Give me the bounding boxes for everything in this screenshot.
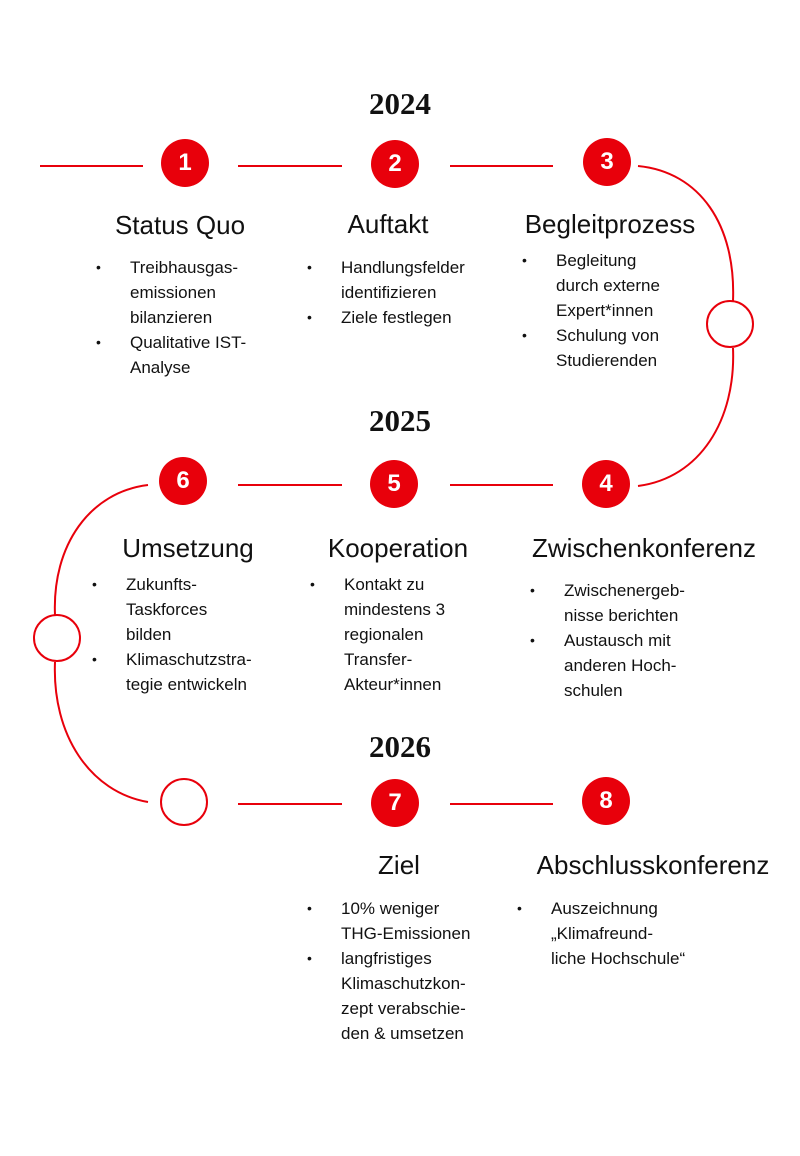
bullet-text-line: tegie entwickeln bbox=[126, 675, 247, 694]
bullet-item bbox=[307, 946, 470, 1046]
waypoint-circle bbox=[160, 778, 208, 826]
step-title: Kooperation bbox=[327, 533, 469, 563]
bullet-text-line: zept verabschie- bbox=[341, 999, 466, 1018]
bullet-item bbox=[517, 896, 685, 971]
bullet-text-line: • Schulung von bbox=[556, 326, 660, 345]
step-bullet-list bbox=[96, 255, 246, 380]
bullet-text-line: schulen bbox=[564, 681, 623, 700]
step-number-badge: 3 bbox=[583, 138, 631, 186]
bullet-text-line: regionalen bbox=[344, 625, 424, 644]
bullet-item bbox=[96, 330, 246, 380]
bullet-item bbox=[92, 572, 252, 647]
step-number-badge: 6 bbox=[159, 457, 207, 505]
bullet-text-line: • Auszeichnung bbox=[551, 899, 658, 918]
step-bullet-list bbox=[310, 572, 445, 697]
bullet-text-line: • Treibhausgas- bbox=[130, 258, 239, 277]
bullet-text-line: Taskforces bbox=[126, 600, 208, 619]
step-title: Zwischenkonferenz bbox=[532, 533, 756, 563]
bullet-text-line: Akteur*innen bbox=[344, 675, 442, 694]
step-bullet-list bbox=[307, 255, 465, 330]
bullet-text-line: emissionen bbox=[130, 283, 216, 302]
bullet-text-line: Expert*innen bbox=[556, 301, 654, 320]
bullet-text-line: den & umsetzen bbox=[341, 1024, 464, 1043]
step-title: Auftakt bbox=[347, 209, 429, 239]
step-title: Abschlusskonferenz bbox=[536, 850, 770, 880]
bullet-item bbox=[530, 628, 685, 703]
bullet-text-line: • langfristiges bbox=[341, 949, 432, 968]
bullet-item bbox=[96, 255, 246, 330]
bullet-text-line: • Kontakt zu bbox=[344, 575, 425, 594]
step-bullet-list bbox=[522, 248, 660, 373]
bullet-text-line: Studierenden bbox=[556, 351, 658, 370]
bullet-item bbox=[307, 896, 470, 946]
bullet-text-line: Transfer- bbox=[344, 650, 413, 669]
step-number-badge: 2 bbox=[371, 140, 419, 188]
bullet-item bbox=[307, 305, 465, 330]
bullet-item bbox=[310, 572, 445, 697]
bullet-item bbox=[522, 323, 660, 373]
bullet-item bbox=[530, 578, 685, 628]
bullet-text-line: Analyse bbox=[130, 358, 191, 377]
waypoint-circle bbox=[706, 300, 754, 348]
bullet-item bbox=[522, 248, 660, 323]
bullet-text-line: • Ziele festlegen bbox=[341, 308, 452, 327]
step-bullet-list bbox=[530, 578, 685, 703]
step-title: Begleitprozess bbox=[524, 209, 696, 239]
bullet-item bbox=[92, 647, 252, 697]
bullet-text-line: THG-Emissionen bbox=[341, 924, 471, 943]
bullet-text-line: durch externe bbox=[556, 276, 660, 295]
year-label: 2026 bbox=[369, 729, 431, 764]
bullet-text-line: „Klimafreund- bbox=[551, 924, 654, 943]
step-number-badge: 4 bbox=[582, 460, 630, 508]
bullet-text-line: mindestens 3 bbox=[344, 600, 446, 619]
bullet-text-line: • Austausch mit bbox=[564, 631, 671, 650]
waypoint-circle bbox=[33, 614, 81, 662]
step-title: Status Quo bbox=[114, 210, 246, 240]
bullet-text-line: nisse berichten bbox=[564, 606, 679, 625]
step-bullet-list bbox=[307, 896, 470, 1046]
bullet-text-line: bilanzieren bbox=[130, 308, 213, 327]
bullet-text-line: liche Hochschule“ bbox=[551, 949, 686, 968]
bullet-text-line: • 10% weniger bbox=[341, 899, 440, 918]
bullet-text-line: anderen Hoch- bbox=[564, 656, 677, 675]
bullet-text-line: • Zwischenergeb- bbox=[564, 581, 685, 600]
step-bullet-list bbox=[517, 896, 685, 971]
step-bullet-list bbox=[92, 572, 252, 697]
year-label: 2025 bbox=[369, 403, 431, 438]
year-label: 2024 bbox=[369, 86, 431, 121]
bullet-text-line: • Zukunfts- bbox=[126, 575, 197, 594]
step-title: Umsetzung bbox=[122, 533, 254, 563]
bullet-text-line: • Begleitung bbox=[556, 251, 637, 270]
step-number-badge: 1 bbox=[161, 139, 209, 187]
bullet-text-line: • Qualitative IST- bbox=[130, 333, 247, 352]
step-number-badge: 7 bbox=[371, 779, 419, 827]
step-number-badge: 8 bbox=[582, 777, 630, 825]
bullet-item bbox=[307, 255, 465, 305]
bullet-text-line: identifizieren bbox=[341, 283, 437, 302]
bullet-text-line: bilden bbox=[126, 625, 172, 644]
bullet-text-line: • Klimaschutzstra- bbox=[126, 650, 252, 669]
step-number-badge: 5 bbox=[370, 460, 418, 508]
bullet-text-line: Klimaschutzkon- bbox=[341, 974, 466, 993]
step-title: Ziel bbox=[378, 850, 420, 880]
bullet-text-line: • Handlungsfelder bbox=[341, 258, 465, 277]
